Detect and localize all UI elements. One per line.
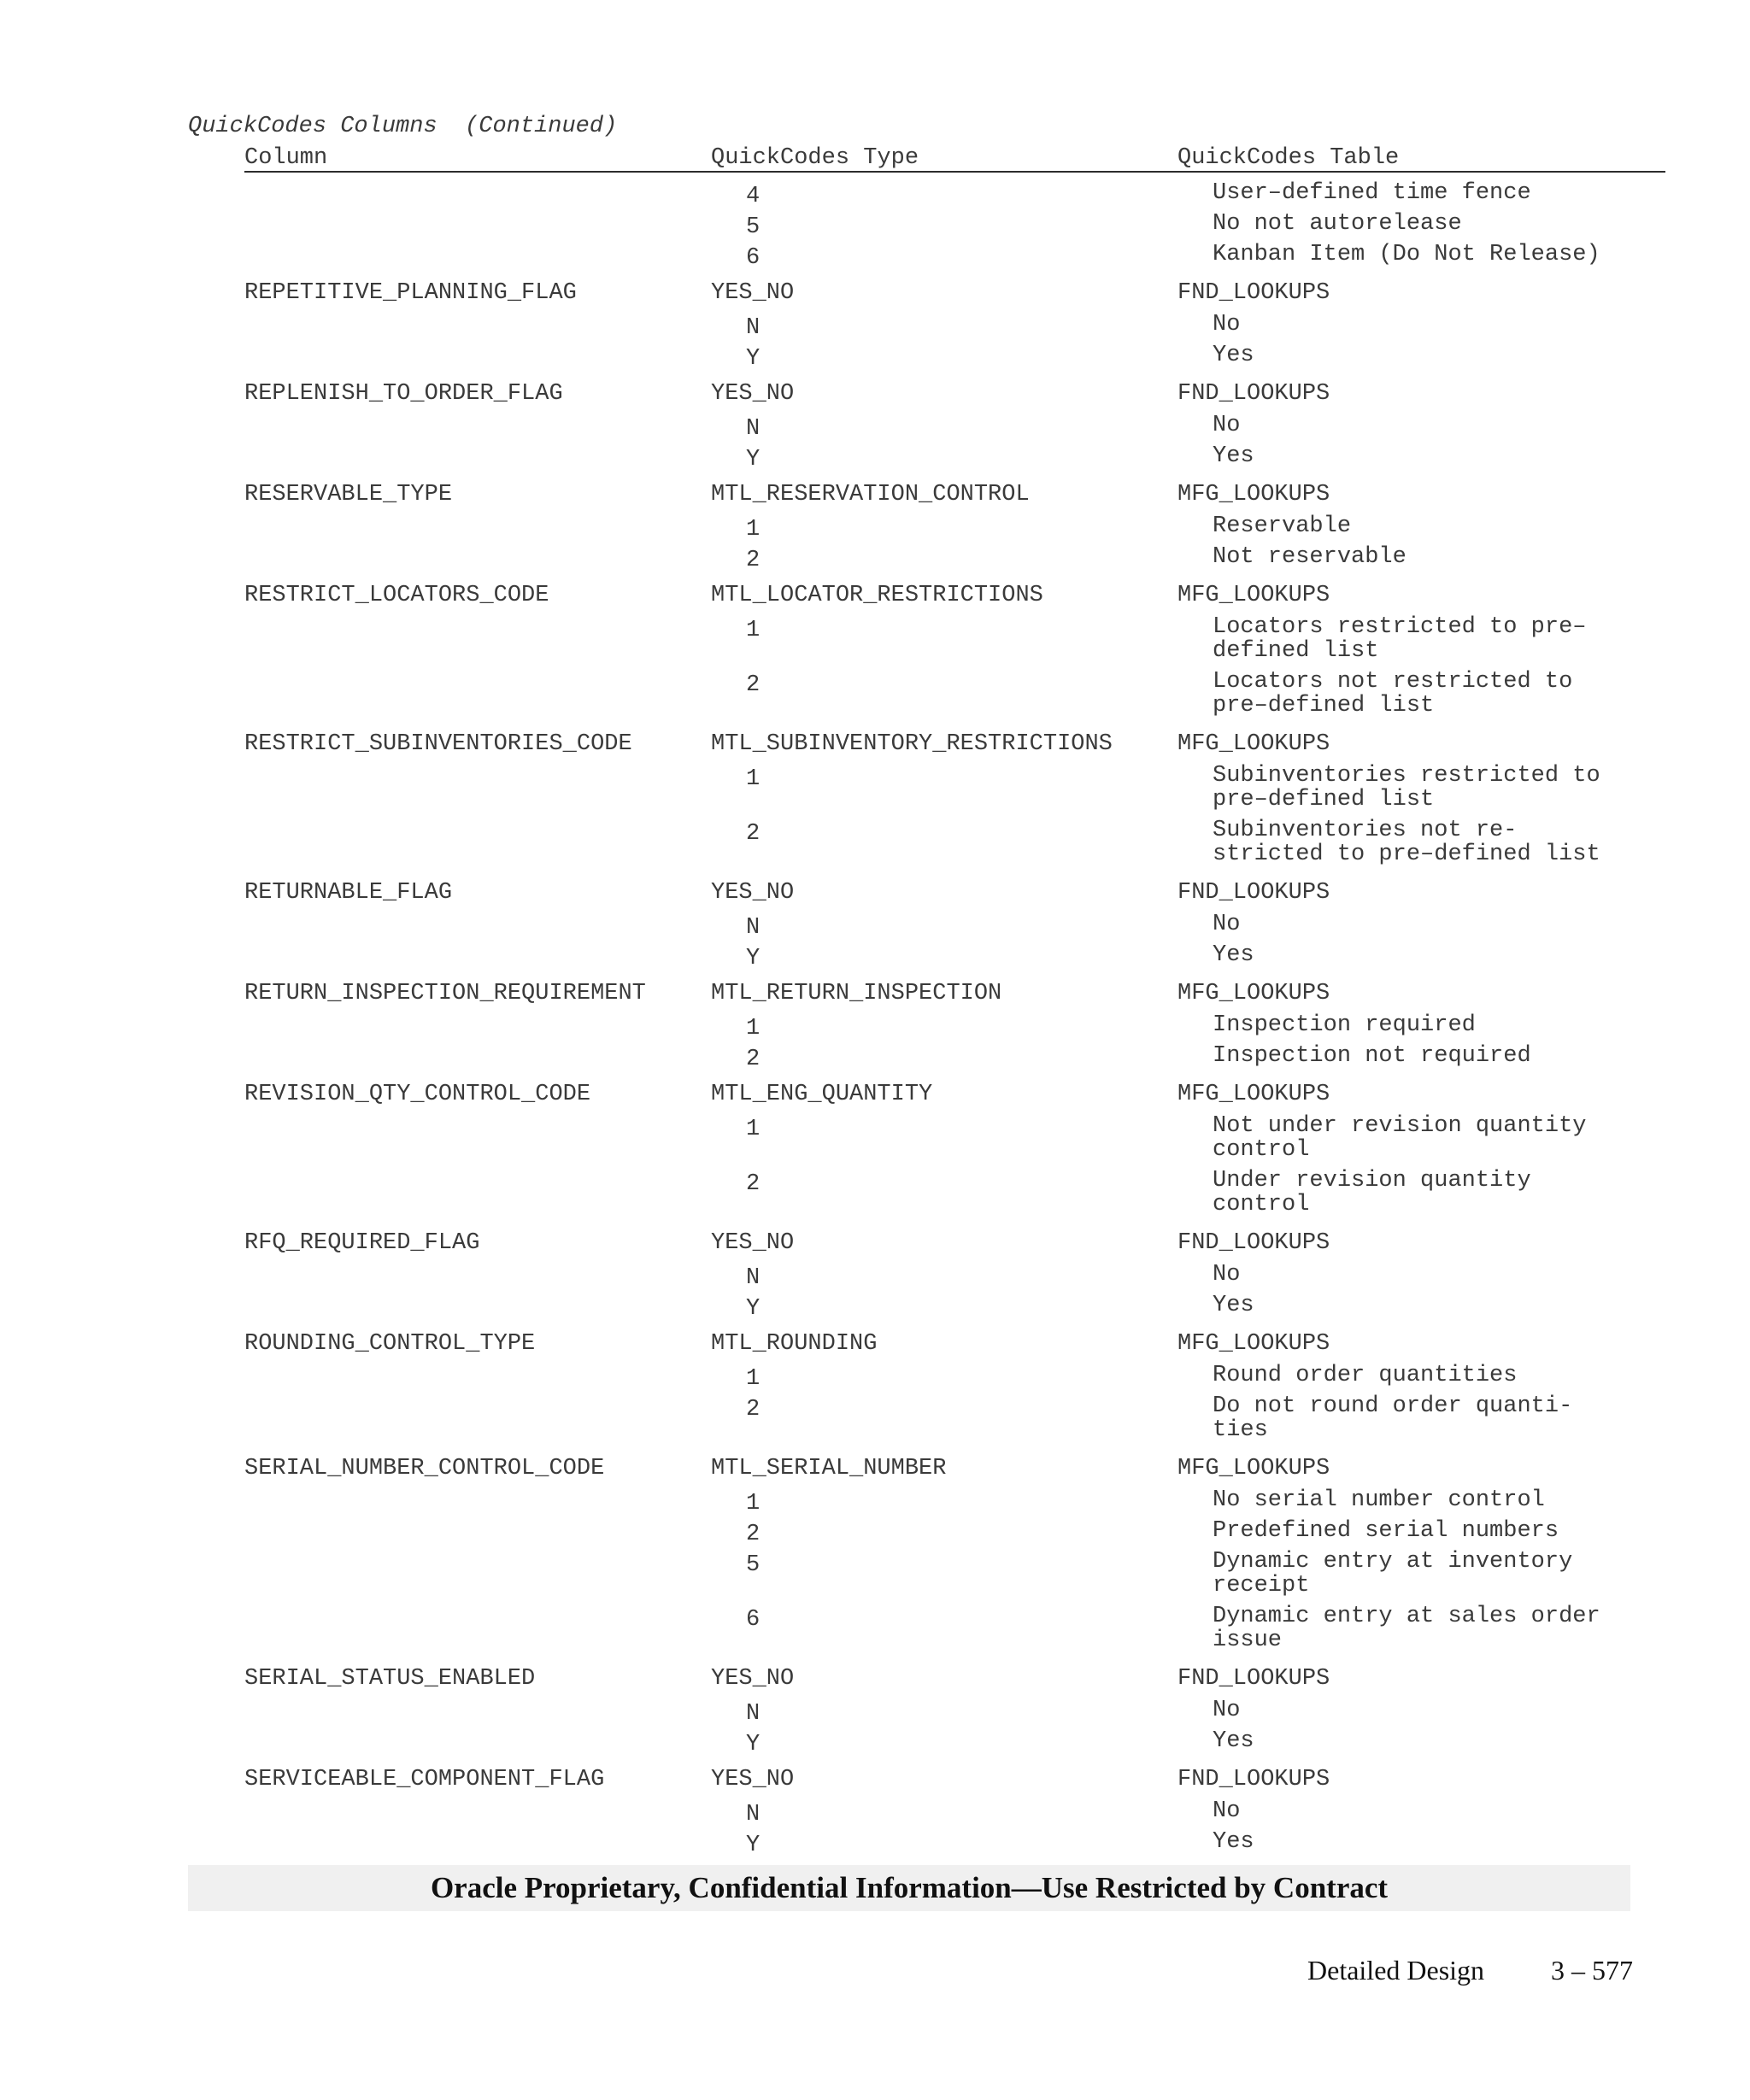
lookup-meaning: Reservable	[1213, 513, 1352, 539]
lookup-meaning: Do not round order quanti- ties	[1213, 1393, 1573, 1443]
lookup-meaning: Subinventories restricted to pre–defined list	[1213, 763, 1600, 812]
lookup-meaning: Not reservable	[1213, 544, 1406, 570]
lookup-code: 1	[746, 1491, 760, 1516]
lookup-meaning: Yes	[1213, 343, 1254, 368]
lookup-code: N	[746, 1802, 760, 1827]
column-name: SERVICEABLE_COMPONENT_FLAG	[244, 1767, 605, 1792]
lookup-code: N	[746, 315, 760, 341]
header-quickcodes-table: QuickCodes Table	[1177, 145, 1400, 171]
lookup-code: 6	[746, 245, 760, 271]
quickcodes-type: YES_NO	[711, 1230, 795, 1256]
value-row	[244, 545, 1665, 576]
column-name: RESTRICT_SUBINVENTORIES_CODE	[244, 731, 632, 757]
footer-page-number: 3 – 577	[1551, 1955, 1633, 1986]
column-name: RFQ_REQUIRED_FLAG	[244, 1230, 480, 1256]
confidential-banner	[188, 1865, 1630, 1911]
value-row	[244, 1604, 1665, 1659]
lookup-meaning: No	[1213, 413, 1241, 438]
column-name: REPETITIVE_PLANNING_FLAG	[244, 280, 577, 306]
lookup-meaning: Round order quantities	[1213, 1363, 1518, 1388]
lookup-meaning: Dynamic entry at inventory receipt	[1213, 1549, 1573, 1598]
quickcodes-table: MFG_LOOKUPS	[1177, 482, 1330, 507]
lookup-meaning: No	[1213, 312, 1241, 337]
quickcodes-type: YES_NO	[711, 880, 795, 906]
lookup-meaning: Not under revision quantity control	[1213, 1113, 1587, 1163]
column-row	[244, 1663, 1665, 1698]
quickcodes-table: MFG_LOOKUPS	[1177, 583, 1330, 608]
value-row	[244, 1013, 1665, 1044]
lookup-code: 5	[746, 214, 760, 240]
column-row	[244, 877, 1665, 912]
lookup-meaning: Predefined serial numbers	[1213, 1518, 1559, 1544]
column-row	[244, 278, 1665, 313]
value-row	[244, 943, 1665, 974]
lookup-code: 5	[746, 1552, 760, 1578]
quickcodes-table: FND_LOOKUPS	[1177, 1666, 1330, 1692]
value-row	[244, 1729, 1665, 1760]
quickcodes-table: FND_LOOKUPS	[1177, 381, 1330, 407]
quickcodes-type: MTL_RESERVATION_CONTROL	[711, 482, 1030, 507]
value-row	[244, 313, 1665, 343]
column-name: RETURNABLE_FLAG	[244, 880, 453, 906]
column-name: REPLENISH_TO_ORDER_FLAG	[244, 381, 563, 407]
header-divider	[244, 171, 1665, 173]
lookup-code: N	[746, 416, 760, 442]
value-row	[244, 1698, 1665, 1729]
confidential-banner-text: Oracle Proprietary, Confidential Information––Use Restricted by Contract	[430, 1871, 1389, 1904]
lookup-meaning: Yes	[1213, 443, 1254, 469]
lookup-code: N	[746, 1701, 760, 1727]
column-row	[244, 978, 1665, 1013]
quickcodes-table: MFG_LOOKUPS	[1177, 981, 1330, 1006]
value-row	[244, 1169, 1665, 1223]
value-row	[244, 1364, 1665, 1394]
value-row	[244, 444, 1665, 475]
value-row	[244, 1830, 1665, 1861]
lookup-code: 2	[746, 1397, 760, 1422]
lookup-code: 1	[746, 618, 760, 643]
quickcodes-type: YES_NO	[711, 280, 795, 306]
quickcodes-type: MTL_SUBINVENTORY_RESTRICTIONS	[711, 731, 1113, 757]
value-row	[244, 212, 1665, 243]
lookup-code: Y	[746, 1296, 760, 1322]
lookup-meaning: Locators restricted to pre– defined list	[1213, 614, 1587, 664]
quickcodes-type: MTL_SERIAL_NUMBER	[711, 1456, 947, 1481]
lookup-meaning: Yes	[1213, 942, 1254, 968]
quickcodes-type: YES_NO	[711, 1767, 795, 1792]
lookup-code: 2	[746, 672, 760, 698]
value-row	[244, 181, 1665, 212]
column-row	[244, 1329, 1665, 1364]
lookup-code: 6	[746, 1607, 760, 1633]
value-row	[244, 514, 1665, 545]
footer-section-title: Detailed Design	[1307, 1955, 1485, 1986]
lookup-meaning: Kanban Item (Do Not Release)	[1213, 242, 1600, 267]
value-row	[244, 818, 1665, 873]
column-row	[244, 729, 1665, 764]
column-name: REVISION_QTY_CONTROL_CODE	[244, 1082, 591, 1107]
lookup-code: 2	[746, 1522, 760, 1547]
value-row	[244, 243, 1665, 273]
quickcodes-table: FND_LOOKUPS	[1177, 1230, 1330, 1256]
column-row	[244, 580, 1665, 615]
column-name: ROUNDING_CONTROL_TYPE	[244, 1331, 536, 1357]
lookup-meaning: Inspection required	[1213, 1012, 1476, 1038]
column-row	[244, 1079, 1665, 1114]
lookup-meaning: Yes	[1213, 1293, 1254, 1318]
lookup-code: 1	[746, 1016, 760, 1041]
lookup-meaning: Dynamic entry at sales order issue	[1213, 1604, 1600, 1653]
column-row	[244, 378, 1665, 414]
header-column: Column	[244, 145, 328, 171]
lookup-meaning: Subinventories not re- stricted to pre–defined list	[1213, 818, 1600, 867]
lookup-code: 2	[746, 548, 760, 573]
lookup-meaning: Yes	[1213, 1728, 1254, 1754]
lookup-code: N	[746, 1265, 760, 1291]
quickcodes-type: MTL_ENG_QUANTITY	[711, 1082, 933, 1107]
value-row	[244, 1263, 1665, 1293]
value-row	[244, 1394, 1665, 1449]
lookup-meaning: No not autorelease	[1213, 211, 1462, 237]
lookup-code: Y	[746, 447, 760, 472]
lookup-code: 1	[746, 766, 760, 792]
lookup-meaning: No	[1213, 1698, 1241, 1723]
lookup-meaning: No	[1213, 1798, 1241, 1824]
value-row	[244, 1550, 1665, 1604]
quickcodes-table: FND_LOOKUPS	[1177, 1767, 1330, 1792]
value-row	[244, 764, 1665, 818]
value-row	[244, 912, 1665, 943]
value-row	[244, 1293, 1665, 1324]
lookup-meaning: Yes	[1213, 1829, 1254, 1855]
lookup-code: 2	[746, 1171, 760, 1197]
quickcodes-type: YES_NO	[711, 381, 795, 407]
value-row	[244, 343, 1665, 374]
value-row	[244, 1488, 1665, 1519]
lookup-meaning: No	[1213, 1262, 1241, 1288]
quickcodes-type: MTL_ROUNDING	[711, 1331, 878, 1357]
lookup-code: 1	[746, 517, 760, 543]
column-name: RESERVABLE_TYPE	[244, 482, 453, 507]
lookup-meaning: No	[1213, 912, 1241, 937]
quickcodes-table: MFG_LOOKUPS	[1177, 1456, 1330, 1481]
column-name: SERIAL_STATUS_ENABLED	[244, 1666, 536, 1692]
value-row	[244, 670, 1665, 724]
quickcodes-table-body	[244, 181, 1665, 1861]
column-name: RETURN_INSPECTION_REQUIREMENT	[244, 981, 646, 1006]
lookup-meaning: Under revision quantity control	[1213, 1168, 1531, 1217]
column-name: RESTRICT_LOCATORS_CODE	[244, 583, 549, 608]
lookup-code: N	[746, 915, 760, 941]
lookup-code: Y	[746, 346, 760, 372]
lookup-code: Y	[746, 1732, 760, 1757]
column-row	[244, 1764, 1665, 1799]
lookup-meaning: No serial number control	[1213, 1487, 1545, 1513]
value-row	[244, 414, 1665, 444]
quickcodes-type: MTL_RETURN_INSPECTION	[711, 981, 1002, 1006]
quickcodes-type: MTL_LOCATOR_RESTRICTIONS	[711, 583, 1043, 608]
column-name: SERIAL_NUMBER_CONTROL_CODE	[244, 1456, 605, 1481]
quickcodes-table: MFG_LOOKUPS	[1177, 1331, 1330, 1357]
quickcodes-table: FND_LOOKUPS	[1177, 280, 1330, 306]
lookup-meaning: User–defined time fence	[1213, 180, 1531, 206]
lookup-code: 1	[746, 1366, 760, 1392]
table-header	[244, 143, 1665, 173]
quickcodes-table: FND_LOOKUPS	[1177, 880, 1330, 906]
lookup-code: Y	[746, 1833, 760, 1858]
quickcodes-type: YES_NO	[711, 1666, 795, 1692]
lookup-code: 2	[746, 821, 760, 847]
quickcodes-table: MFG_LOOKUPS	[1177, 1082, 1330, 1107]
lookup-code: 4	[746, 184, 760, 209]
value-row	[244, 615, 1665, 670]
value-row	[244, 1799, 1665, 1830]
value-row	[244, 1114, 1665, 1169]
lookup-code: 1	[746, 1117, 760, 1142]
column-row	[244, 1228, 1665, 1263]
lookup-meaning: Locators not restricted to pre–defined list	[1213, 669, 1573, 719]
column-row	[244, 479, 1665, 514]
lookup-code: Y	[746, 946, 760, 971]
header-quickcodes-type: QuickCodes Type	[711, 145, 919, 171]
lookup-code: 2	[746, 1047, 760, 1072]
value-row	[244, 1044, 1665, 1075]
column-row	[244, 1453, 1665, 1488]
table-caption: QuickCodes Columns (Continued)	[188, 114, 618, 139]
lookup-meaning: Inspection not required	[1213, 1043, 1531, 1069]
value-row	[244, 1519, 1665, 1550]
quickcodes-table: MFG_LOOKUPS	[1177, 731, 1330, 757]
